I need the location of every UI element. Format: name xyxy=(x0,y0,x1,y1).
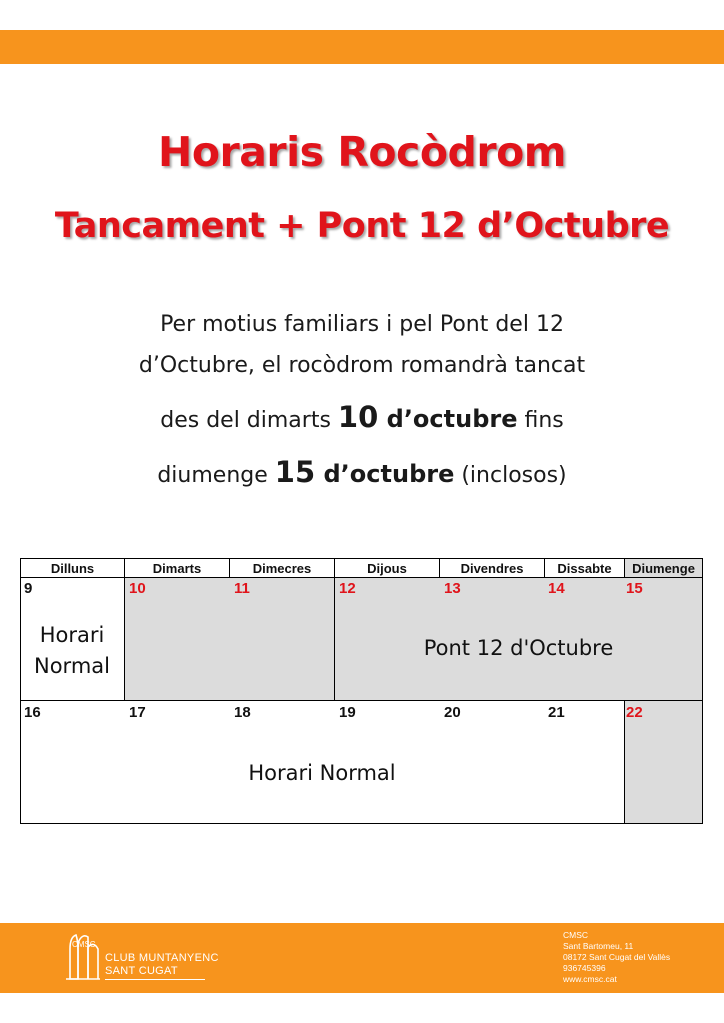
day-number: 20 xyxy=(444,704,461,721)
day-number: 18 xyxy=(234,704,251,721)
day-number: 19 xyxy=(339,704,356,721)
pont-label: Pont 12 d'Octubre xyxy=(423,636,614,660)
notice-line-1: Per motius familiars i pel Pont del 12 xyxy=(160,312,564,337)
notice-text: diumenge xyxy=(157,463,275,488)
monday-schedule-text xyxy=(20,620,124,682)
logo-name-line2: SANT CUGAT xyxy=(105,965,178,977)
end-month: d’octubre xyxy=(315,460,455,488)
day-number: 17 xyxy=(129,704,146,721)
notice-text: des del dimarts xyxy=(160,408,338,433)
header-dimarts: Dimarts xyxy=(124,558,230,578)
logo-underline xyxy=(105,979,205,980)
schedule-line: Horari xyxy=(39,623,105,647)
day-number: 12 xyxy=(339,580,356,597)
page-subtitle: Tancament + Pont 12 d’Octubre xyxy=(54,206,670,246)
day-number: 15 xyxy=(626,580,643,597)
top-accent-bar xyxy=(0,30,724,64)
calendar-table xyxy=(20,558,703,824)
end-day: 15 xyxy=(274,455,316,489)
address-line: 08172 Sant Cugat del Vallès xyxy=(563,952,671,962)
notice-line-2: d’Octubre, el rocòdrom romandrà tancat xyxy=(138,353,586,378)
page-title: Horaris Rocòdrom xyxy=(158,128,566,176)
address-line[interactable]: www.cmsc.cat xyxy=(563,974,617,984)
day-number: 14 xyxy=(548,580,565,597)
footer-address xyxy=(563,930,670,985)
day-number: 10 xyxy=(129,580,146,597)
day-number: 22 xyxy=(626,704,643,721)
notice-line-3 xyxy=(0,400,724,434)
notice-line-4 xyxy=(0,455,724,489)
day-number: 13 xyxy=(444,580,461,597)
start-day: 10 xyxy=(337,400,379,434)
day-number: 11 xyxy=(234,580,250,597)
week2-schedule-text: Horari Normal xyxy=(248,761,396,785)
start-month: d’octubre xyxy=(378,405,518,433)
week1-closed-cell xyxy=(124,577,335,701)
day-number: 9 xyxy=(24,580,33,597)
notice-text: fins xyxy=(517,408,564,433)
header-divendres: Divendres xyxy=(439,558,545,578)
schedule-line: Normal xyxy=(34,654,110,678)
address-line: 936745396 xyxy=(563,963,606,973)
header-dilluns: Dilluns xyxy=(20,558,125,578)
club-logo-icon xyxy=(64,931,102,981)
address-line: Sant Bartomeu, 11 xyxy=(563,941,634,951)
header-diumenge: Diumenge xyxy=(624,558,703,578)
address-line: CMSC xyxy=(563,930,589,940)
day-number: 16 xyxy=(24,704,41,721)
header-dissabte: Dissabte xyxy=(544,558,625,578)
day-number: 21 xyxy=(548,704,565,721)
notice-text: (inclosos) xyxy=(454,463,567,488)
logo-letter: CMSC xyxy=(72,940,96,949)
header-dijous: Dijous xyxy=(334,558,440,578)
header-dimecres: Dimecres xyxy=(229,558,335,578)
logo-name-line1: CLUB MUNTANYENC xyxy=(105,952,219,964)
